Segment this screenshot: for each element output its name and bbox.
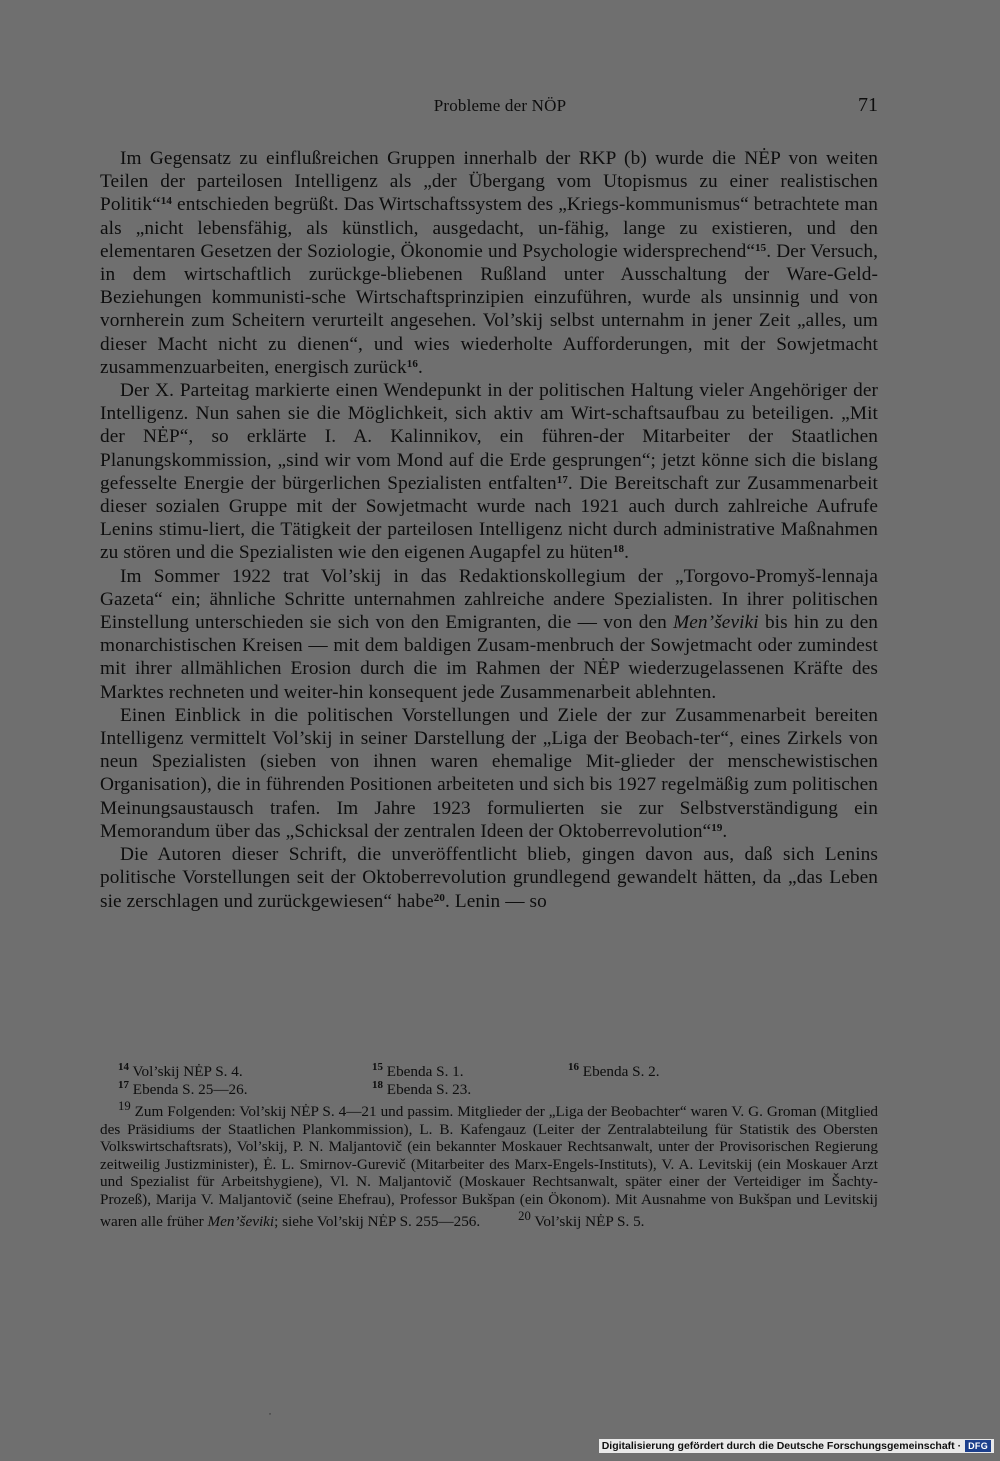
footnote-ref: 18	[612, 543, 625, 556]
text-run: Einen Einblick in die politischen Vorstellungen und Ziele der zur Zusammenarbeit bereiten Intelligenz vermittelt Vol’skij in seiner Darstellung der „Liga der Beobach-ter“, eines Zirkels von neun Spezialisten (sieben von ihnen waren ehemalige Mit-glieder der menschewistischen Organisation), die in führenden Positionen arbeiteten und sich bis 1927 regelmäßig zum politischen Meinungsaustausch trafen. Im Jahre 1923 formulierten sie zur Selbstverständigung ein Memorandum über das „Schicksal der zentralen Ideen der Oktoberrevolution“	[100, 704, 878, 842]
footnote-ref: 19	[711, 821, 723, 834]
footnote-row	[100, 1063, 878, 1081]
text-run: . Der Versuch, in dem wirtschaftlich zurückge-bliebenen Rußland unter Ausschaltung der Ware-Geld-Beziehungen kommunisti-sche Wirtschaftsprinzipien einzuführen, wurde als unsinnig und von vornherein zum Scheitern verurteilt angesehen. Vol’skij selbst unternahm in jener Zeit „alles, um dieser Macht nicht zu dienen“, und wies wiederholte Aufforderungen, mit der Sowjetmacht zusammenzuarbeiten, energisch zurück	[100, 240, 878, 378]
footnote-19: $^{19}$ Zum Folgenden: Vol’skij NĖP S. 4—21 und passim. Mitglieder der „Liga der Beobachter“ waren V. G. Groman (Mitglied des Präsidiums der Staatlichen Plankommission), L. B. Kafengauz (Leiter der Zentralabteilung für Statistik des Obersten Volkswirtschaftsrats), Vol’skij, P. N. Maljantovič (ein bekannter Moskauer Rechtsanwalt, unter der Provisorischen Regierung zeitweilig Justizminister), Ė. L. Smirnov-Gurevič (Mitarbeiter des Marx-Engels-Instituts), V. A. Levitskij (ein Moskauer Arzt und Spezialist für Arbeitshygiene), Vl. N. Maljantovič (Moskauer Rechtsanwalt, später einer der Verteidiger im Šachty-Prozeß), Marija V. Maljantovič (seine Ehefrau), Professor Bukšpan (ein Ökonom). Mit Ausnahme von Bukšpan und Levitskij waren alle früher Men’ševiki; siehe Vol’skij NĖP S. 255—256. $^{20}$ Vol’skij NĖP S. 5.	[100, 1099, 878, 1231]
page-number: 71	[858, 94, 878, 116]
text-run: . Lenin — so	[444, 890, 547, 912]
text-run: Die Autoren dieser Schrift, die unveröffentlicht blieb, gingen davon aus, daß sich Lenins politische Vorstellungen seit der Oktoberrevolution grundlegend gewandelt hätten, da „das Leben sie zerschlagen und zurückgewiesen“ habe	[100, 844, 878, 912]
footnote-15: $^{15}$ Ebenda S. 1.	[372, 1061, 464, 1080]
footnotes	[100, 1063, 878, 1231]
footnote-ref: 16	[406, 357, 418, 370]
footnote-14: $^{14}$ Vol’skij NĖP S. 4.	[118, 1061, 243, 1080]
digitization-note: Digitalisierung gefördert durch die Deutsche Forschungsgemeinschaft ·	[601, 1440, 962, 1452]
footnote-16: $^{16}$ Ebenda S. 2.	[568, 1061, 660, 1080]
paragraph	[100, 147, 878, 379]
text-run: Im Sommer 1922 trat Vol’skij in das Redaktionskollegium der „Torgovo-Promyš-lennaja Gazeta“ ein; ähnliche Schritte unternahmen zahlreiche andere Spezialisten. In ihrer politischen Einstellung unterschieden sie sich von den Emigranten, die — von den	[100, 565, 878, 634]
footnote-20: $^{20}$ Vol’skij NĖP S. 5.	[518, 1209, 645, 1231]
text-run: . Die Bereitschaft zur Zusammenarbeit dieser sozialen Gruppe mit der Sowjetmacht wurde nach 1921 auch durch zahlreiche Aufrufe Lenins stimu-liert, die Tätigkeit der parteilosen Intelligenz nicht durch administrative Maßnahmen zu stören und die Spezialisten wie den eigenen Augapfel zu hüten	[100, 472, 878, 564]
body-text	[100, 147, 878, 913]
text-run: .	[722, 820, 728, 842]
paragraph	[100, 379, 878, 565]
footnote-ref: 17	[556, 473, 568, 486]
paragraph	[100, 843, 878, 913]
footnote-row	[100, 1078, 878, 1099]
italic-term: Men’ševiki	[673, 612, 759, 634]
text-run: bis hin zu den monarchistischen Kreisen — mit dem baldigen Zusam-menbruch der Sowjetmacht oder zumindest mit ihrer allmählichen Erosion durch die im Rahmen der NĖP wiederzugelassenen Kräfte des Marktes rechneten und weiter-hin konsequent jede Zusammenarbeit ablehnten.	[100, 612, 878, 703]
paragraph	[100, 565, 878, 704]
footnote-ref: 14	[160, 195, 172, 208]
scan-mark: ˙	[268, 1410, 272, 1424]
text-run: Im Gegensatz zu einflußreichen Gruppen innerhalb der RKP (b) wurde die NĖP von weiten Teilen der parteilosen Intelligenz als „der Übergang vom Utopismus zu einer realistischen Politik“	[100, 148, 878, 216]
running-header-title: Probleme der NÖP	[433, 96, 567, 115]
footnote-18: $^{18}$ Ebenda S. 23.	[372, 1078, 472, 1098]
footnote-ref: 15	[755, 241, 767, 254]
paragraph	[100, 704, 878, 843]
text-run: Der X. Parteitag markierte einen Wendepunkt in der politischen Haltung vieler Angehöriger der Intelligenz. Nun sahen sie die Möglichkeit, sich aktiv am Wirt-schaftsaufbau zu beteiligen. „Mit der NĖP“, so erklärte I. A. Kalinnikov, ein führen-der Mitarbeiter der Staatlichen Planungskommission, „sind wir vom Mond auf die Erde gesprungen“; jetzt könne sich die bislang gefesselte Energie der bürgerlichen Spezialisten entfalten	[100, 380, 878, 494]
footnote-ref: 20	[433, 891, 445, 904]
text-run: entschieden begrüßt. Das Wirtschaftssystem des „Kriegs-kommunismus“ betrachtete man als „nicht lebensfähig, als künstlich, ausgedacht, un-fähig, lange zu existieren, und den elementaren Gesetzen der Soziologie, Ökonomie und Psychologie widersprechend“	[100, 194, 878, 262]
footnote-17: $^{17}$ Ebenda S. 25—26.	[118, 1078, 248, 1098]
text-run: .	[624, 542, 630, 564]
dfg-logo: DFG	[965, 1440, 991, 1452]
digitization-footer	[599, 1439, 994, 1453]
text-run: .	[418, 356, 423, 378]
